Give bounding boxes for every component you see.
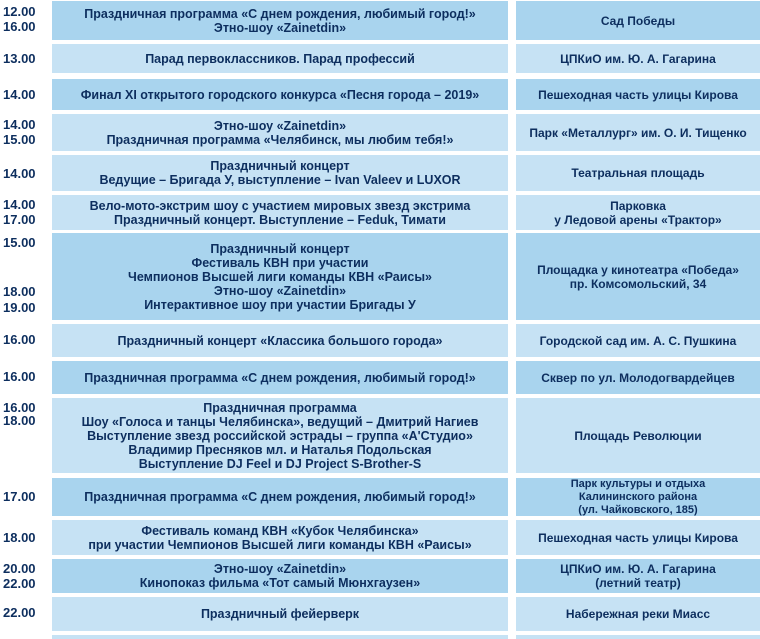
time-label: 14.00 [3,166,36,181]
event-line: при участии Чемпионов Высшей лиги команды КВН «Раисы» [88,537,472,552]
schedule-row [0,195,760,230]
venue-line: Парк «Металлург» им. О. И. Тищенко [529,125,747,140]
venue-line: Городской сад им. А. С. Пушкина [539,333,737,348]
event-cell [52,478,508,516]
schedule-row [0,79,760,110]
event-line: Кинопоказ фильма «Тот самый Мюнхгаузен» [139,576,421,590]
venue-cell [516,233,760,320]
event-cell [52,155,508,191]
time-column [0,361,50,394]
schedule-row [0,478,760,516]
event-line: Этно-шоу «Zainetdin» [213,118,347,133]
schedule-row [0,155,760,191]
event-line: Праздничный концерт [210,241,350,256]
time-label: 14.00 [3,117,36,132]
event-line: Праздничный концерт [210,159,350,173]
time-column [0,398,50,473]
time-label: 17.00 [3,489,36,504]
event-line: Этно-шоу «Zainetdin» [213,20,347,35]
event-line: Праздничная программа «С днем рождения, любимый город!» [84,6,476,21]
event-cell [52,44,508,73]
time-label: 18.00 [3,413,36,428]
time-label: 14.00 [3,197,36,212]
time-column [0,324,50,357]
time-label: 16.00 [3,332,36,347]
event-line: Этно-шоу «Zainetdin» [213,562,347,576]
time-label: 19.00 [3,300,36,315]
venue-cell [516,324,760,357]
venue-line: Площадь Революции [574,428,702,443]
venue-cell [516,44,760,73]
schedule-row [0,361,760,394]
time-column [0,559,50,593]
time-label: 14.00 [3,87,36,102]
time-label: 12.00 [3,4,36,19]
event-line: Праздничная программа «С днем рождения, любимый город!» [84,490,476,504]
venue-cell [516,478,760,516]
time-column [0,79,50,110]
venue-cell [516,597,760,631]
venue-line: Парк культуры и отдыха [570,477,706,490]
time-column [0,478,50,516]
time-label: 16.00 [3,400,36,415]
event-line: Чемпионов Высшей лиги команды КВН «Раисы» [128,269,432,284]
schedule-row [0,114,760,151]
venue-line: Пешеходная часть улицы Кирова [538,530,738,545]
venue-cell [516,559,760,593]
event-cell [52,597,508,631]
venue-line: Сад Победы [600,13,676,28]
time-label: 18.00 [3,284,36,299]
schedule-row [0,233,760,320]
time-column [0,195,50,230]
event-cell [52,361,508,394]
venue-cell [516,195,760,230]
venue-line: Пешеходная часть улицы Кирова [538,87,738,102]
schedule-row [0,520,760,555]
event-cell [52,1,508,40]
event-line: Фестиваль КВН при участии [191,255,369,270]
event-line: Праздничная программа «Челябинск, мы любим тебя!» [106,132,454,147]
time-label: 22.00 [3,576,36,591]
venue-line: пр. Комсомольский, 34 [569,276,707,291]
event-cell [52,195,508,230]
venue-line: (летний театр) [595,576,681,590]
event-line: Праздничная программа «С днем рождения, любимый город!» [84,370,476,385]
event-line: Владимир Пресняков мл. и Наталья Подольская [128,442,432,457]
event-cell [52,398,508,473]
venue-line: Набережная реки Миасс [565,607,711,621]
venue-line: (ул. Чайковского, 185) [578,503,698,516]
venue-cell [516,361,760,394]
venue-line: ЦПКиО им. Ю. А. Гагарина [560,562,716,576]
venue-cell [516,1,760,40]
event-cell [52,79,508,110]
venue-cell [516,398,760,473]
schedule-row [0,1,760,40]
venue-cell [516,114,760,151]
schedule-row [0,44,760,73]
time-column [0,520,50,555]
event-line: Вело-мото-экстрим шоу с участием мировых звезд экстрима [89,198,471,213]
time-label: 17.00 [3,212,36,227]
venue-line: Театральная площадь [571,166,705,180]
schedule-row [0,324,760,357]
event-line: Выступление звезд российской эстрады – группа «А'Студио» [87,428,473,443]
venue-line: Сквер по ул. Молодогвардейцев [541,370,735,385]
time-label: 15.00 [3,235,36,250]
event-line: Праздничный фейерверк [200,607,360,621]
time-label: 16.00 [3,19,36,34]
time-label: 15.00 [3,132,36,147]
time-column [0,1,50,40]
event-cell [52,114,508,151]
event-line: Ведущие – Бригада У, выступление – Ivan Valeev и LUXOR [99,173,461,187]
event-line: Фестиваль команд КВН «Кубок Челябинска» [141,523,419,538]
venue-cell [516,155,760,191]
venue-line: Калининского района [578,490,698,503]
event-line: Праздничный концерт «Классика большого города» [117,333,443,348]
time-column [0,233,50,320]
schedule-row [0,398,760,473]
schedule-row [0,559,760,593]
time-label: 22.00 [3,605,36,620]
time-column [0,114,50,151]
event-cell [52,520,508,555]
event-line: Праздничный концерт. Выступление – Feduk, Тимати [114,212,446,227]
event-cell [52,559,508,593]
venue-cell [516,79,760,110]
event-line: Шоу «Голоса и танцы Челябинска», ведущий – Дмитрий Нагиев [81,414,479,429]
time-label: 18.00 [3,530,36,545]
time-label: 16.00 [3,369,36,384]
event-line: Праздничная программа [203,400,357,415]
event-line: Выступление DJ Feel и DJ Project S-Brother-S [138,456,422,471]
event-cell [52,324,508,357]
time-column [0,597,50,631]
event-cell [52,233,508,320]
event-line: Этно-шоу «Zainetdin» [213,283,347,298]
event-line: Финал XI открытого городского конкурса «Песня города – 2019» [80,87,480,102]
venue-line: ЦПКиО им. Ю. А. Гагарина [560,51,716,66]
time-label: 20.00 [3,561,36,576]
time-column [0,44,50,73]
event-line: Парад первоклассников. Парад профессий [145,51,415,66]
schedule-row [0,597,760,631]
venue-line: Парковка [610,198,666,213]
venue-line: Площадка у кинотеатра «Победа» [537,262,739,277]
time-label: 13.00 [3,51,36,66]
event-line: Интерактивное шоу при участии Бригады У [144,297,416,312]
venue-cell [516,520,760,555]
time-column [0,155,50,191]
venue-line: у Ледовой арены «Трактор» [554,212,722,227]
